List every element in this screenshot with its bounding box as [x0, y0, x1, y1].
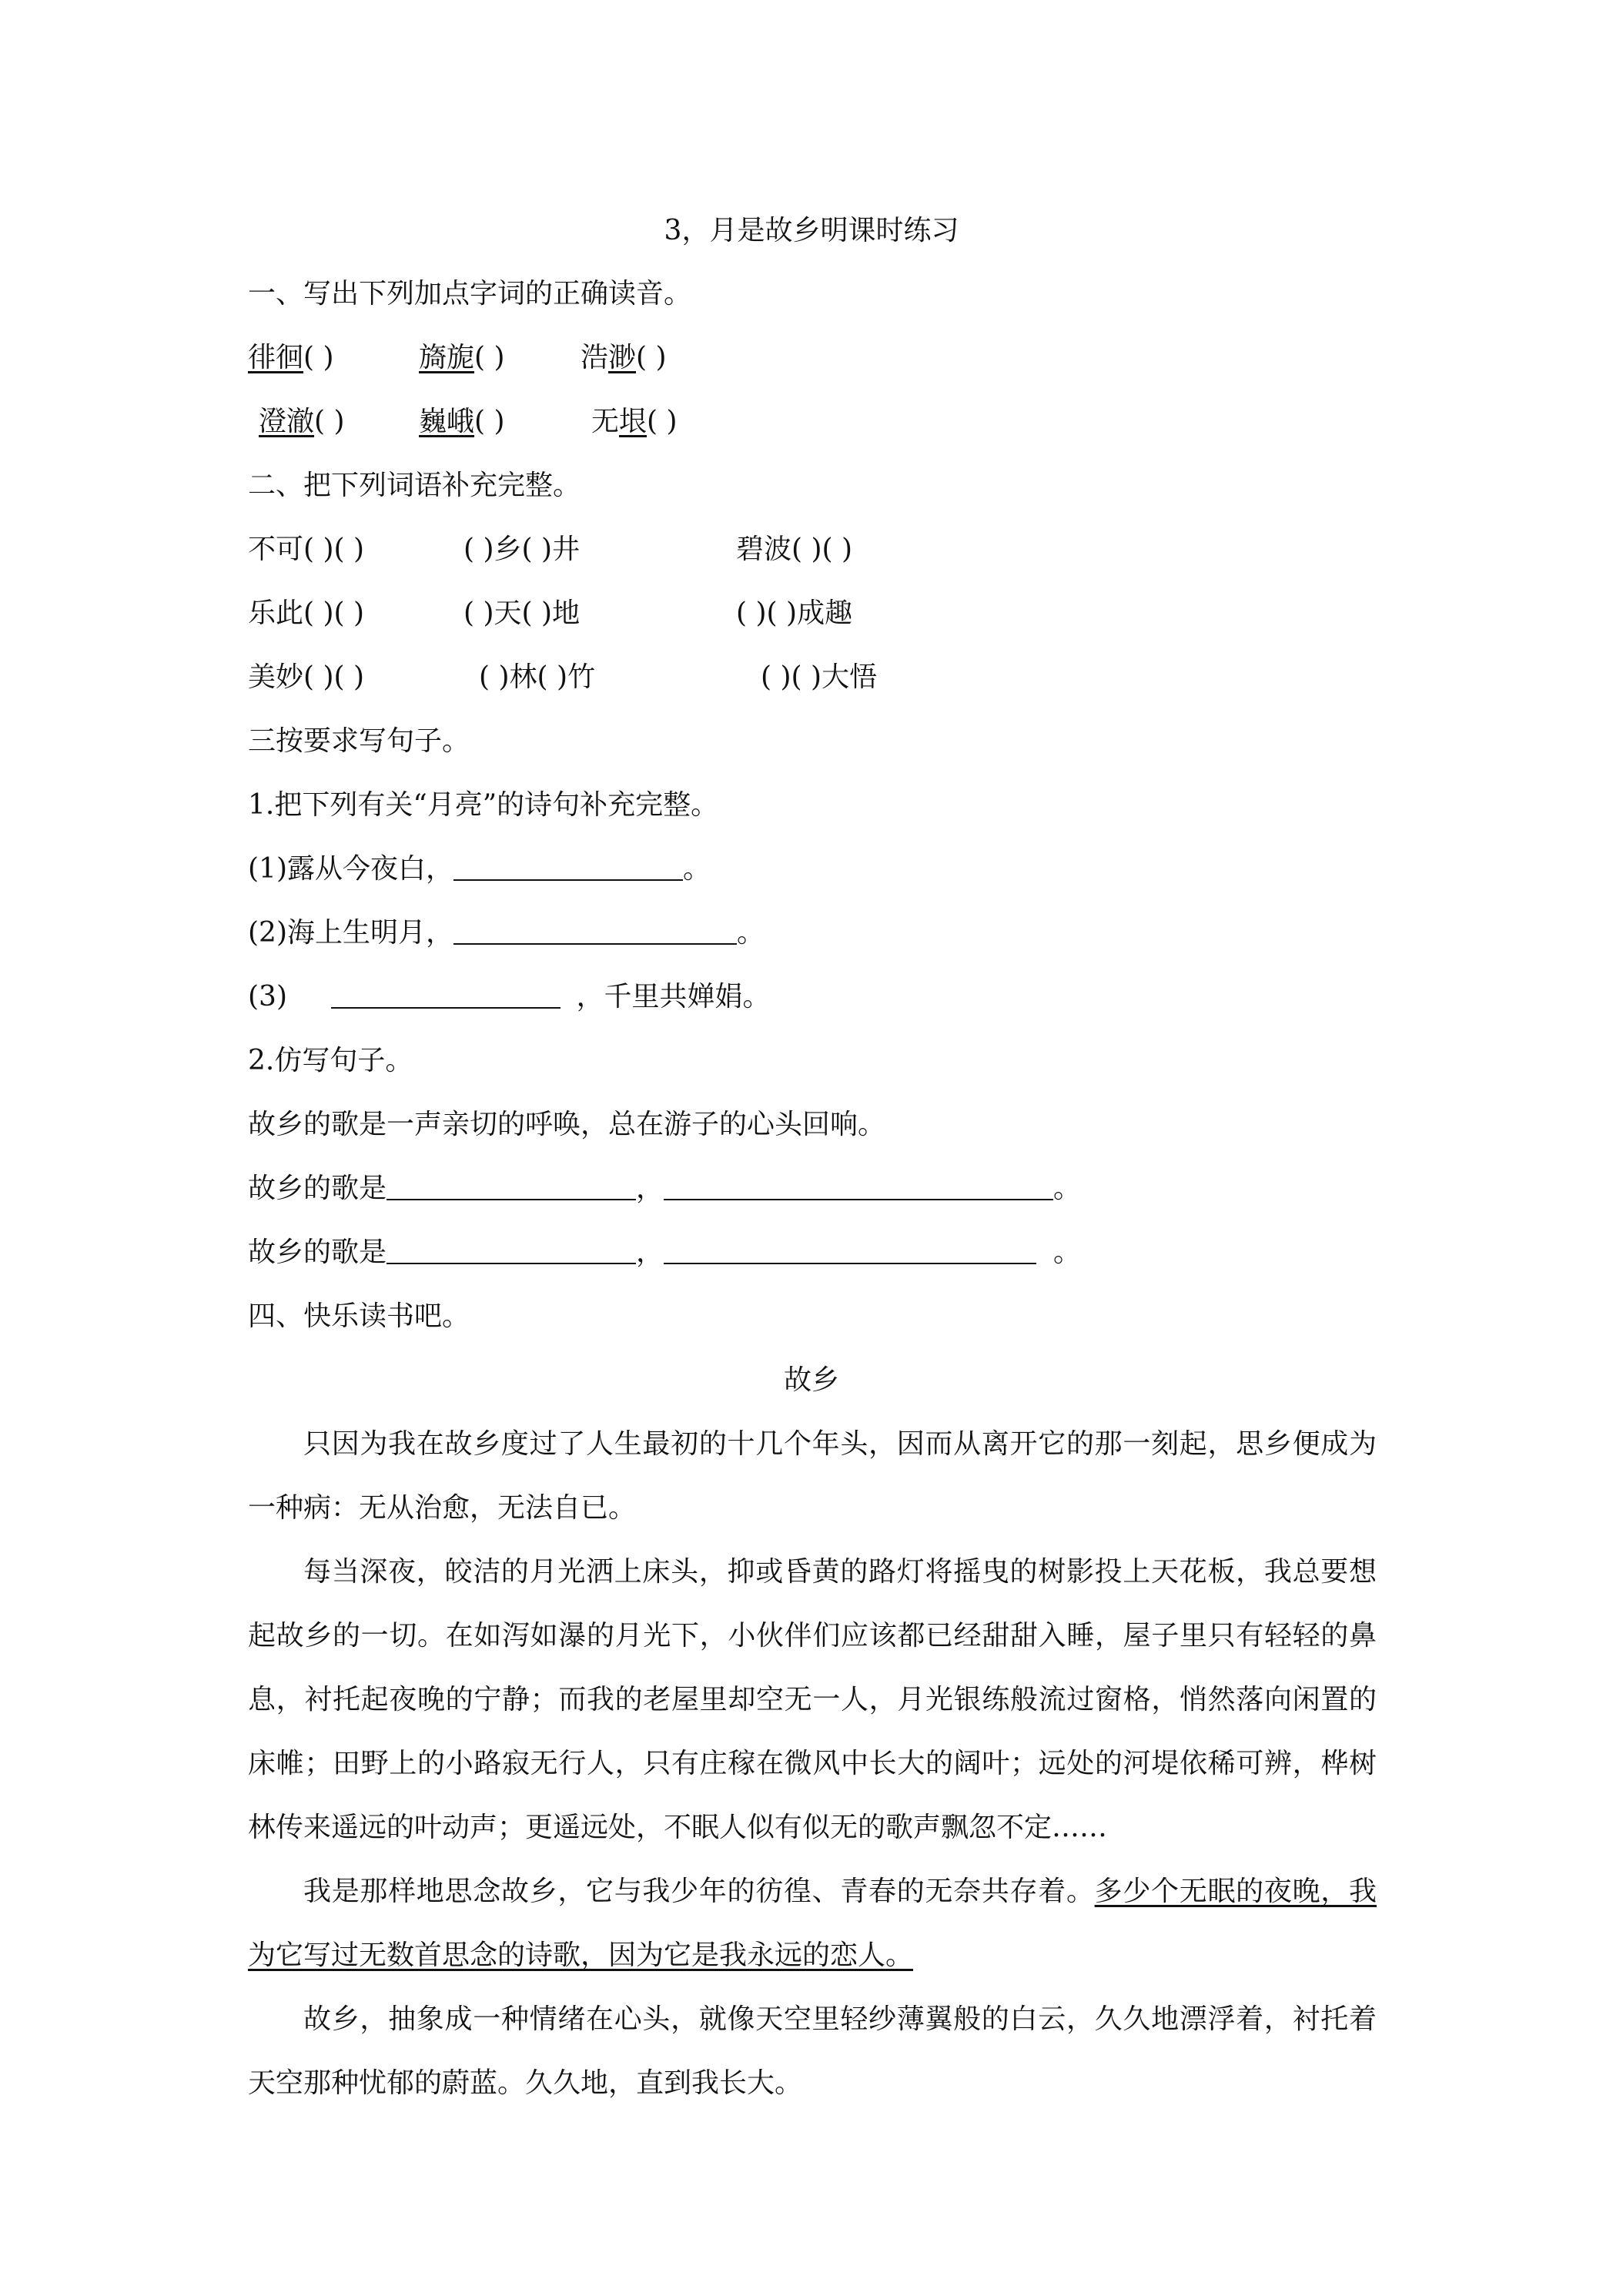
idiom-item[interactable]: 不可( )( ) [248, 534, 365, 565]
paragraph-text: 我是那样地思念故乡，它与我少年的彷徨、青春的无奈共存着。 [303, 1876, 1095, 1907]
pinyin-word: 徘徊 [248, 342, 304, 373]
section2-heading: 二、把下列词语补充完整。 [248, 470, 581, 501]
answer-paren[interactable]: ( ) [647, 406, 678, 437]
reading-paragraph-1: 只因为我在故乡度过了人生最初的十几个年头，因而从离开它的那一刻起，思乡便成为一种病：无从治愈，无法自已。 [248, 1428, 1377, 1524]
idiom-item[interactable]: ( )乡( )井 [463, 534, 581, 565]
idiom-item[interactable]: ( )( )大悟 [761, 661, 878, 693]
section1-heading: 一、写出下列加点字词的正确读音。 [248, 278, 692, 310]
fill-blank[interactable] [331, 981, 561, 1009]
poem-prefix: (2)海上生明月， [248, 917, 453, 949]
idiom-row-1 [248, 533, 1377, 567]
fill-blank[interactable] [664, 1173, 1053, 1200]
period: 。 [1053, 1173, 1082, 1204]
reading-paragraph-3 [248, 1859, 1377, 1987]
underlined-sentence: 多少个无眠的夜晚，我为它写过无数首思念的诗歌，因为它是我永远的恋人。 [248, 1876, 1377, 1971]
q2-label: 2.仿写句子。 [248, 1045, 413, 1076]
idiom-item[interactable]: 乐此( )( ) [248, 597, 365, 629]
idiom-row-3 [248, 661, 1377, 694]
poem-prefix: (3) [248, 981, 296, 1012]
idiom-item[interactable]: 美妙( )( ) [248, 661, 365, 693]
q2-example: 故乡的歌是一声亲切的呼唤，总在游子的心头回响。 [248, 1109, 886, 1140]
fill-blank[interactable] [453, 917, 737, 945]
answer-paren[interactable]: ( ) [474, 406, 505, 437]
poem-line-2 [248, 916, 765, 950]
answer-paren[interactable]: ( ) [303, 342, 334, 373]
fill-blank[interactable] [387, 1237, 636, 1264]
idiom-item[interactable]: ( )林( )竹 [479, 661, 596, 693]
answer-paren[interactable]: ( ) [474, 342, 505, 373]
poem-prefix: (1)露从今夜白， [248, 853, 453, 885]
poem-suffix: 。 [737, 917, 765, 949]
poem-suffix: 。 [683, 853, 711, 885]
poem-line-1 [248, 852, 711, 886]
pinyin-row-1 [248, 341, 1377, 375]
reading-paragraph-4: 故乡，抽象成一种情绪在心头，就像天空里轻纱薄翼般的白云，久久地漂浮着，衬托着天空那种忧郁的蔚蓝。久久地，直到我长大。 [248, 2003, 1377, 2099]
pinyin-word: 澄澈 [259, 406, 315, 437]
idiom-row-2 [248, 597, 1377, 631]
imitation-stem: 故乡的歌是 [248, 1237, 387, 1268]
poem-line-3 [248, 980, 770, 1014]
reading-title: 故乡 [783, 1364, 839, 1396]
comma: ， [636, 1173, 664, 1204]
pinyin-word: 巍峨 [419, 406, 475, 437]
fill-blank[interactable] [453, 853, 683, 881]
section4-heading: 四、快乐读书吧。 [248, 1300, 470, 1332]
section3-heading: 三按要求写句子。 [248, 725, 470, 757]
pinyin-word: 垠 [619, 406, 648, 437]
q1-label: 1.把下列有关“月亮”的诗句补充完整。 [248, 789, 719, 821]
imitation-line-1 [248, 1172, 1081, 1206]
pinyin-word: 旖旎 [419, 342, 475, 373]
period: 。 [1053, 1237, 1082, 1268]
comma: ， [636, 1237, 664, 1268]
fill-blank[interactable] [387, 1173, 636, 1200]
fill-blank[interactable] [664, 1237, 1036, 1264]
answer-paren[interactable]: ( ) [314, 406, 345, 437]
reading-paragraph-2: 每当深夜，皎洁的月光洒上床头，抑或昏黄的路灯将摇曳的树影投上天花板，我总要想起故乡的一切。在如泻如瀑的月光下，小伙伴们应该都已经甜甜入睡，屋子里只有轻轻的鼻息，衬托起夜晚的宁静；而我的老屋里却空无一人，月光银练般流过窗格，悄然落向闲置的床帷；田野上的小路寂无行人，只有庄稼在微风中长大的阔叶；远处的河堤依稀可辨，桦树林传来遥远的叶动声；更遥远处，不眠人似有似无的歌声飘忽不定…… [248, 1556, 1377, 1843]
idiom-item[interactable]: 碧波( )( ) [736, 534, 853, 565]
pinyin-row-2 [248, 405, 1377, 439]
imitation-line-2 [248, 1236, 1081, 1270]
pinyin-word-prefix: 浩 [581, 342, 609, 373]
pinyin-word-prefix: 无 [591, 406, 620, 437]
idiom-item[interactable]: ( )( )成趣 [736, 597, 853, 629]
imitation-stem: 故乡的歌是 [248, 1173, 387, 1204]
page-title: 3，月是故乡明课时练习 [664, 215, 959, 246]
answer-paren[interactable]: ( ) [636, 342, 667, 373]
pinyin-word: 渺 [608, 342, 637, 373]
poem-suffix: ，千里共婵娟。 [576, 981, 771, 1012]
idiom-item[interactable]: ( )天( )地 [463, 597, 581, 629]
